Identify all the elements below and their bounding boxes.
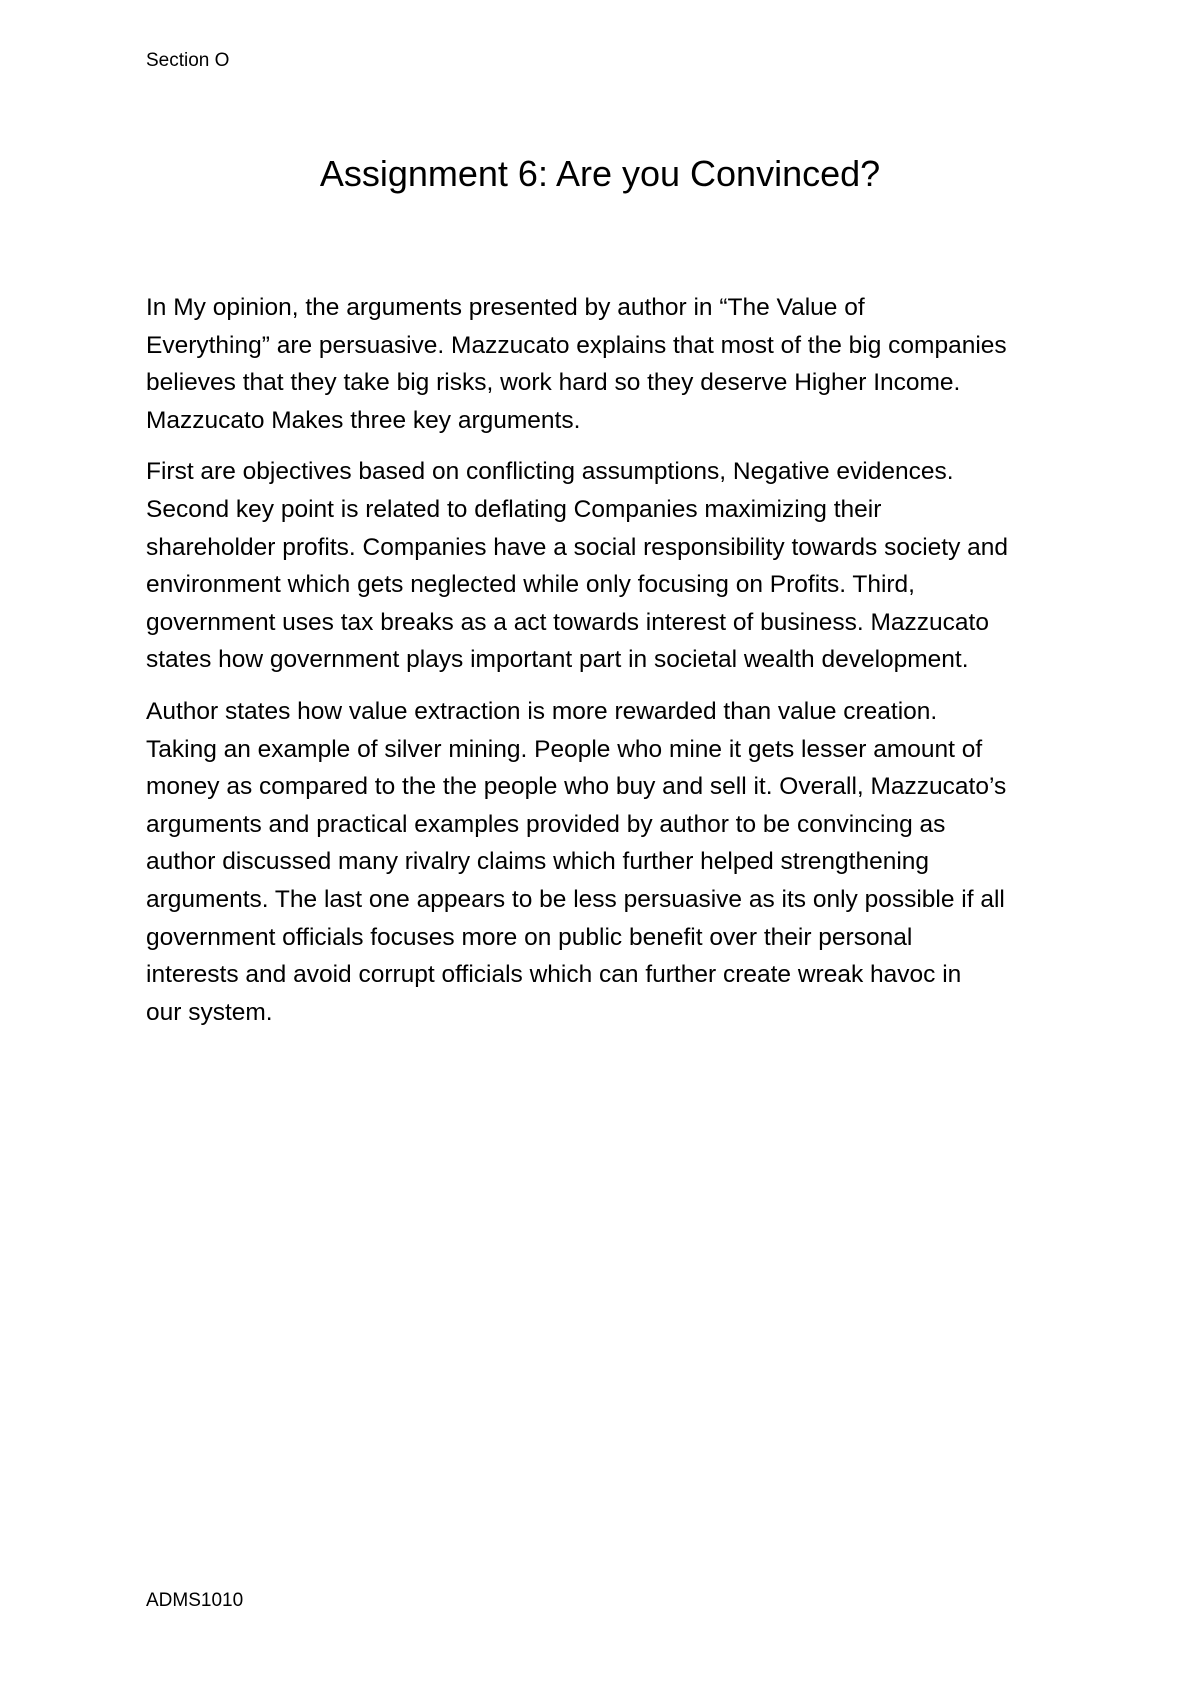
document-body <box>146 289 1076 1045</box>
course-footer: ADMS1010 <box>146 1590 244 1611</box>
paragraph-2 <box>146 453 1076 679</box>
text-line: In My opinion, the arguments presented by author in “The Value of <box>146 294 865 321</box>
text-line: arguments and practical examples provided by author to be convincing as <box>146 810 946 838</box>
text-line: shareholder profits. Companies have a social responsibility towards society and <box>146 533 1009 561</box>
paragraph-1 <box>146 289 1076 439</box>
text-line: environment which gets neglected while only focusing on Profits. Third, <box>146 571 915 599</box>
paragraph-3 <box>146 693 1076 1031</box>
text-line: First are objectives based on conflicting assumptions, Negative evidences. <box>146 458 954 486</box>
text-line: Mazzucato Makes three key arguments. <box>146 406 581 434</box>
text-line: interests and avoid corrupt officials which can further create wreak havoc in <box>146 961 962 989</box>
text-line: author discussed many rivalry claims which further helped strengthening <box>146 848 930 876</box>
text-line: government officials focuses more on public benefit over their personal <box>146 923 913 951</box>
page-title: Assignment 6: Are you Convinced? <box>319 153 881 194</box>
text-line: Second key point is related to deflating Companies maximizing their <box>146 495 882 523</box>
text-line: arguments. The last one appears to be less persuasive as its only possible if all <box>146 885 1005 913</box>
text-line: believes that they take big risks, work hard so they deserve Higher Income. <box>146 369 961 397</box>
text-line: Author states how value extraction is more rewarded than value creation. <box>146 697 938 725</box>
text-line: our system. <box>146 998 273 1026</box>
section-header: Section O <box>146 50 230 71</box>
text-line: Everything” are persuasive. Mazzucato explains that most of the big companies <box>146 331 1007 359</box>
text-line: money as compared to the the people who buy and sell it. Overall, Mazzucato’s <box>146 773 1007 801</box>
text-line: states how government plays important part in societal wealth development. <box>146 646 969 674</box>
text-line: Taking an example of silver mining. People who mine it gets lesser amount of <box>146 735 983 763</box>
text-line: government uses tax breaks as a act towards interest of business. Mazzucato <box>146 608 989 636</box>
